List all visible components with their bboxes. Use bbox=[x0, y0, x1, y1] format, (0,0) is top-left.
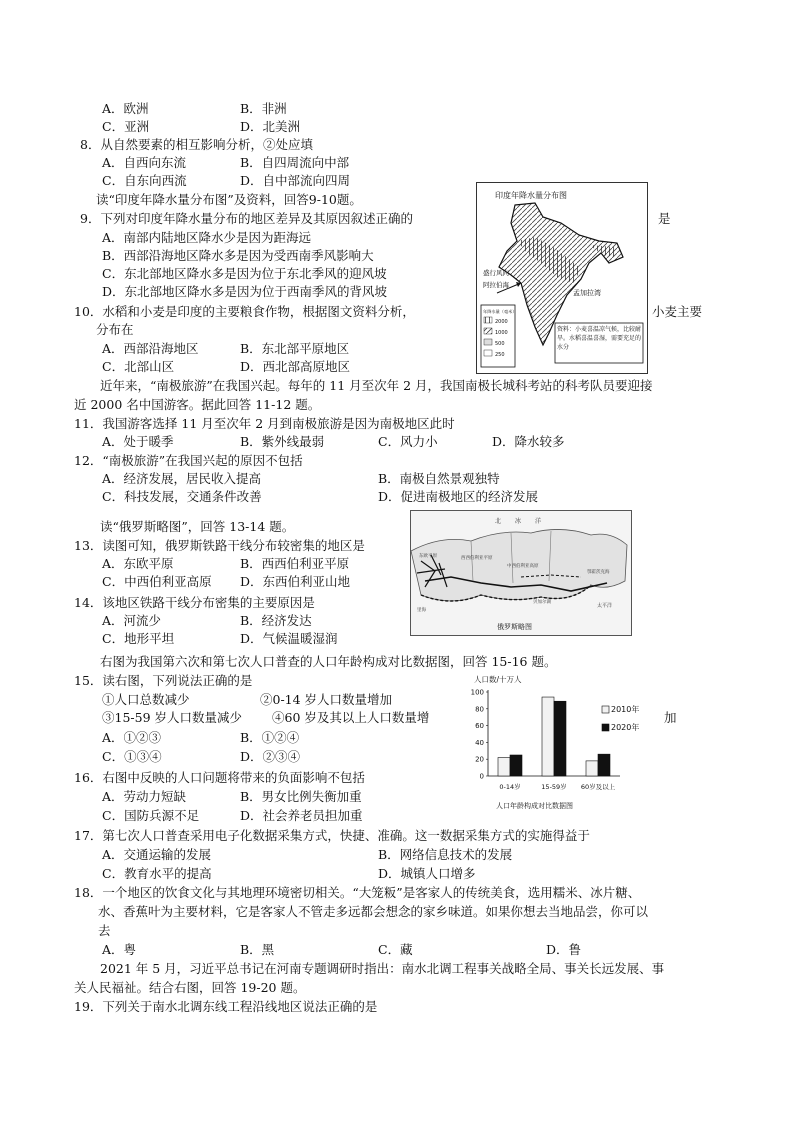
q18-option-c: C．藏 bbox=[378, 942, 413, 957]
legend-title: 年降水量（毫米） bbox=[483, 309, 517, 314]
chart-ylabel: 人口数/十万人 bbox=[474, 675, 522, 684]
q12-option-c: C．科技发展，交通条件改善 bbox=[102, 489, 262, 504]
q17-option-d: D．城镇人口增多 bbox=[378, 866, 476, 881]
q11-option-c: C．风力小 bbox=[378, 434, 438, 449]
intro-11-12-a: 近年来，“南极旅游”在我国兴起。每年的 11 月至次年 2 月，我国南极长城科考站的科考队员要迎接 bbox=[100, 378, 653, 393]
q14-option-b: B．经济发达 bbox=[240, 613, 312, 628]
russia-map-caption: 俄罗斯略图 bbox=[497, 623, 532, 631]
russia-label-west-siberian: 西西伯利亚平原 bbox=[461, 556, 493, 561]
q15-statement-3: ③15-59 岁人口数量减少 bbox=[102, 710, 243, 725]
y-tick-label-3: 60 bbox=[475, 722, 484, 731]
q18-option-d: D．鲁 bbox=[546, 942, 582, 957]
bar-2010年-1 bbox=[542, 697, 554, 776]
q10-option-d: D．西北部高原地区 bbox=[240, 359, 351, 374]
y-tick-label-1: 20 bbox=[475, 755, 484, 764]
q8-option-c: C．自东向西流 bbox=[102, 173, 187, 188]
q15-option-d: D．②③④ bbox=[240, 749, 301, 764]
question-13: 13．读图可知，俄罗斯铁路干线分布较密集的地区是 bbox=[74, 538, 365, 553]
india-map-label-wind: 盛行风向 bbox=[483, 269, 509, 277]
y-tick-label-2: 40 bbox=[475, 738, 484, 747]
india-rainfall-map bbox=[476, 182, 648, 374]
q15-option-b: B．①②④ bbox=[240, 730, 300, 745]
bar-2020年-0 bbox=[510, 755, 522, 776]
legend-value-4: 250 bbox=[495, 352, 505, 358]
y-tick-label-5: 100 bbox=[470, 688, 484, 697]
q7-option-d: D．北美洲 bbox=[240, 119, 301, 134]
population-chart bbox=[452, 672, 662, 814]
q15-option-c: C．①③④ bbox=[102, 749, 162, 764]
q16-option-a: A．劳动力短缺 bbox=[102, 789, 187, 804]
q9-option-d: D．东北部地区降水多是因为位于西南季风的背风坡 bbox=[102, 284, 388, 299]
bar-2020年-1 bbox=[554, 701, 566, 776]
russia-label-ice: 冰 bbox=[515, 518, 522, 525]
russia-map bbox=[410, 510, 632, 636]
question-17: 17．第七次人口普查采用电子化数据采集方式，快捷、准确。这一数据采集方式的实施得益于 bbox=[74, 828, 590, 843]
q13-option-d: D．东西伯利亚山地 bbox=[240, 574, 351, 589]
russia-label-central-siberian: 中西伯利亚高原 bbox=[507, 564, 539, 569]
intro-11-12-b: 近 2000 名中国游客。据此回答 11-12 题。 bbox=[74, 397, 321, 412]
q7-option-a: A．欧洲 bbox=[102, 101, 149, 116]
question-10-line2: 分布在 bbox=[96, 322, 134, 337]
q11-option-b: B．紫外线最弱 bbox=[240, 434, 325, 449]
q11-option-a: A．处于暖季 bbox=[102, 434, 174, 449]
india-map-title: 印度年降水量分布图 bbox=[495, 191, 567, 200]
russia-label-ocean: 洋 bbox=[535, 518, 542, 525]
india-map-note: 资料：小麦喜温凉气候，比较耐旱。水稻喜温喜湿，需要充足的水分 bbox=[557, 326, 641, 351]
russia-label-caspian: 里海 bbox=[417, 608, 426, 613]
chart-xlabel: 人口年龄构成对比数据图 bbox=[496, 802, 573, 810]
q10-option-a: A．西部沿海地区 bbox=[102, 341, 199, 356]
q7-option-c: C．亚洲 bbox=[102, 119, 150, 134]
russia-label-east-european: 东欧平原 bbox=[419, 554, 437, 559]
q12-option-b: B．南极自然景观独特 bbox=[378, 471, 500, 486]
question-18-line1: 18．一个地区的饮食文化与其地理环境密切相关。“大笼粄”是客家人的传统美食，选用糯米、冰片糖、 bbox=[74, 885, 641, 900]
intro-19-20-a: 2021 年 5 月，习近平总书记在河南专题调研时指出：南水北调工程事关战略全局、事关长远发展、事 bbox=[100, 961, 665, 976]
russia-label-north: 北 bbox=[495, 518, 502, 525]
legend-swatch-0 bbox=[602, 706, 609, 713]
q11-option-d: D．降水较多 bbox=[492, 434, 565, 449]
x-category-label-1: 15-59岁 bbox=[541, 783, 567, 791]
legend-label-1: 2020年 bbox=[611, 723, 640, 732]
legend-swatch-1 bbox=[602, 724, 609, 731]
india-map-label-arabian-sea: 阿拉伯海 bbox=[483, 281, 509, 289]
legend-value-1: 2000 bbox=[495, 319, 508, 325]
q15-statement-4-tail: 加 bbox=[664, 710, 677, 725]
q17-option-b: B．网络信息技术的发展 bbox=[378, 847, 513, 862]
legend-label-0: 2010年 bbox=[611, 705, 640, 714]
q13-option-a: A．东欧平原 bbox=[102, 556, 174, 571]
question-10-tail: 小麦主要 bbox=[652, 304, 703, 319]
intro-15-16: 右图为我国第六次和第七次人口普查的人口年龄构成对比数据图，回答 15-16 题。 bbox=[100, 654, 557, 669]
intro-9-10: 读“印度年降水量分布图”及资料，回答9-10题。 bbox=[96, 192, 362, 207]
q17-option-a: A．交通运输的发展 bbox=[102, 847, 212, 862]
question-9: 9．下列对印度年降水量分布的地区差异及其原因叙述正确的 bbox=[80, 211, 413, 226]
question-19: 19．下列关于南水北调东线工程沿线地区说法正确的是 bbox=[74, 999, 378, 1014]
russia-label-pacific: 太平洋 bbox=[597, 603, 613, 609]
q15-statement-2: ②0-14 岁人口数量增加 bbox=[260, 692, 393, 707]
q14-option-d: D．气候温暖湿润 bbox=[240, 631, 338, 646]
x-category-label-0: 0-14岁 bbox=[499, 783, 521, 791]
q12-option-a: A．经济发展，居民收入提高 bbox=[102, 471, 262, 486]
q14-option-a: A．河流少 bbox=[102, 613, 162, 628]
q18-option-b: B．黑 bbox=[240, 942, 275, 957]
q9-option-a: A．南部内陆地区降水少是因为距海远 bbox=[102, 230, 312, 245]
question-11: 11．我国游客选择 11 月至次年 2 月到南极旅游是因为南极地区此时 bbox=[74, 416, 455, 431]
question-16: 16．右图中反映的人口问题将带来的负面影响不包括 bbox=[74, 770, 365, 785]
q10-option-b: B．东北部平原地区 bbox=[240, 341, 350, 356]
q13-option-c: C．中西伯利亚高原 bbox=[102, 574, 212, 589]
question-8: 8．从自然要素的相互影响分析，②处应填 bbox=[80, 137, 313, 152]
q16-option-b: B．男女比例失衡加重 bbox=[240, 789, 362, 804]
q15-option-a: A．①②③ bbox=[102, 730, 162, 745]
q14-option-c: C．地形平坦 bbox=[102, 631, 175, 646]
question-10: 10．水稻和小麦是印度的主要粮食作物，根据图文资料分析， bbox=[74, 304, 415, 319]
q8-option-a: A．自西向东流 bbox=[102, 155, 187, 170]
question-9-tail: 是 bbox=[658, 211, 671, 226]
question-18-line2: 水、香蕉叶为主要材料，它是客家人不管走多远都会想念的家乡味道。如果你想去当地品尝，你可以 bbox=[98, 904, 649, 919]
question-14: 14．该地区铁路干线分布密集的主要原因是 bbox=[74, 595, 315, 610]
q17-option-c: C．教育水平的提高 bbox=[102, 866, 212, 881]
india-map-label-bay-of-bengal: 孟加拉湾 bbox=[573, 289, 601, 297]
q16-option-d: D．社会养老员担加重 bbox=[240, 808, 363, 823]
bar-2020年-2 bbox=[598, 754, 610, 776]
q13-option-b: B．西西伯利亚平原 bbox=[240, 556, 350, 571]
q12-option-d: D．促进南极地区的经济发展 bbox=[378, 489, 539, 504]
bar-2010年-2 bbox=[586, 761, 598, 776]
x-category-label-2: 60岁及以上 bbox=[580, 783, 616, 791]
q8-option-b: B．自四周流向中部 bbox=[240, 155, 350, 170]
intro-13-14: 读“俄罗斯略图”，回答 13-14 题。 bbox=[100, 519, 295, 534]
q9-option-c: C．东北部地区降水多是因为位于东北季风的迎风坡 bbox=[102, 266, 387, 281]
q15-statement-4: ④60 岁及其以上人口数量增 bbox=[272, 710, 430, 725]
question-15: 15．读右图，下列说法正确的是 bbox=[74, 673, 253, 688]
q8-option-d: D．自中部流向四周 bbox=[240, 173, 351, 188]
q10-option-c: C．北部山区 bbox=[102, 359, 175, 374]
question-12: 12．“南极旅游”在我国兴起的原因不包括 bbox=[74, 453, 303, 468]
q18-option-a: A．粤 bbox=[102, 942, 137, 957]
legend-value-3: 500 bbox=[495, 341, 505, 347]
question-18-line3: 去 bbox=[98, 923, 111, 938]
q7-option-b: B．非洲 bbox=[240, 101, 287, 116]
q9-option-b: B．西部沿海地区降水多是因为受西南季风影响大 bbox=[102, 248, 374, 263]
russia-label-baikal: 贝加尔湖 bbox=[533, 600, 551, 605]
y-tick-label-0: 0 bbox=[479, 772, 484, 781]
q16-option-c: C．国防兵源不足 bbox=[102, 808, 200, 823]
intro-19-20-b: 关人民福祉。结合右图，回答 19-20 题。 bbox=[74, 980, 306, 995]
bar-2010年-0 bbox=[498, 758, 510, 776]
legend-value-2: 1000 bbox=[495, 330, 508, 336]
russia-label-okhotsk: 鄂霍茨克海 bbox=[587, 570, 610, 575]
y-tick-label-4: 80 bbox=[475, 705, 484, 714]
q15-statement-1: ①人口总数减少 bbox=[102, 692, 190, 707]
